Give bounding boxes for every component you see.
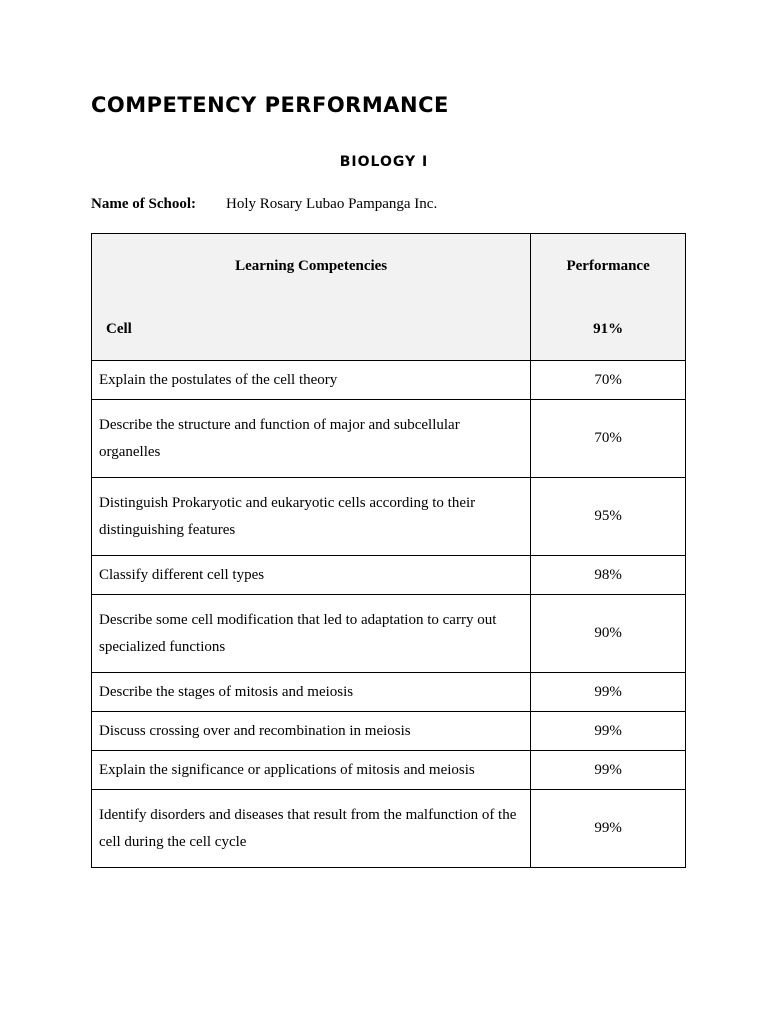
competencies-header: Learning Competencies [235, 258, 388, 274]
document-subtitle: BIOLOGY I [339, 154, 429, 170]
performance-cell: 99% [531, 790, 686, 868]
performance-cell: 99% [531, 673, 686, 712]
competency-cell: Identify disorders and diseases that result from the malfunction of the cell during the cell cycle [92, 790, 531, 868]
performance-cell: 99% [531, 712, 686, 751]
competencies-header-cell [92, 234, 531, 361]
performance-cell: 99% [531, 751, 686, 790]
competency-cell: Explain the postulates of the cell theory [92, 361, 531, 400]
competency-cell: Discuss crossing over and recombination in meiosis [92, 712, 531, 751]
competency-cell: Describe the stages of mitosis and meiosis [92, 673, 531, 712]
competency-cell: Distinguish Prokaryotic and eukaryotic cells according to their distinguishing features [92, 478, 531, 556]
performance-cell: 90% [531, 595, 686, 673]
table-row [92, 751, 686, 790]
performance-cell: 98% [531, 556, 686, 595]
school-row [91, 196, 437, 213]
category-performance: 91% [593, 321, 624, 337]
performance-header-cell [531, 234, 686, 361]
performance-cell: 95% [531, 478, 686, 556]
table-row [92, 595, 686, 673]
performance-header: Performance [566, 258, 650, 274]
performance-cell: 70% [531, 400, 686, 478]
table-row [92, 790, 686, 868]
competency-cell: Explain the significance or applications of mitosis and meiosis [92, 751, 531, 790]
competency-cell: Describe the structure and function of major and subcellular organelles [92, 400, 531, 478]
competency-table [91, 233, 686, 868]
competency-cell: Describe some cell modification that led to adaptation to carry out specialized functions [92, 595, 531, 673]
performance-cell: 70% [531, 361, 686, 400]
table-row [92, 400, 686, 478]
table-row [92, 478, 686, 556]
document-title: COMPETENCY PERFORMANCE [91, 93, 449, 117]
school-name: Holy Rosary Lubao Pampanga Inc. [226, 196, 438, 212]
table-row [92, 673, 686, 712]
table-row [92, 361, 686, 400]
table-row [92, 712, 686, 751]
competency-cell: Classify different cell types [92, 556, 531, 595]
school-label: Name of School: [91, 196, 196, 212]
category-name: Cell [106, 321, 132, 337]
table-header-row [92, 234, 686, 361]
table-row [92, 556, 686, 595]
